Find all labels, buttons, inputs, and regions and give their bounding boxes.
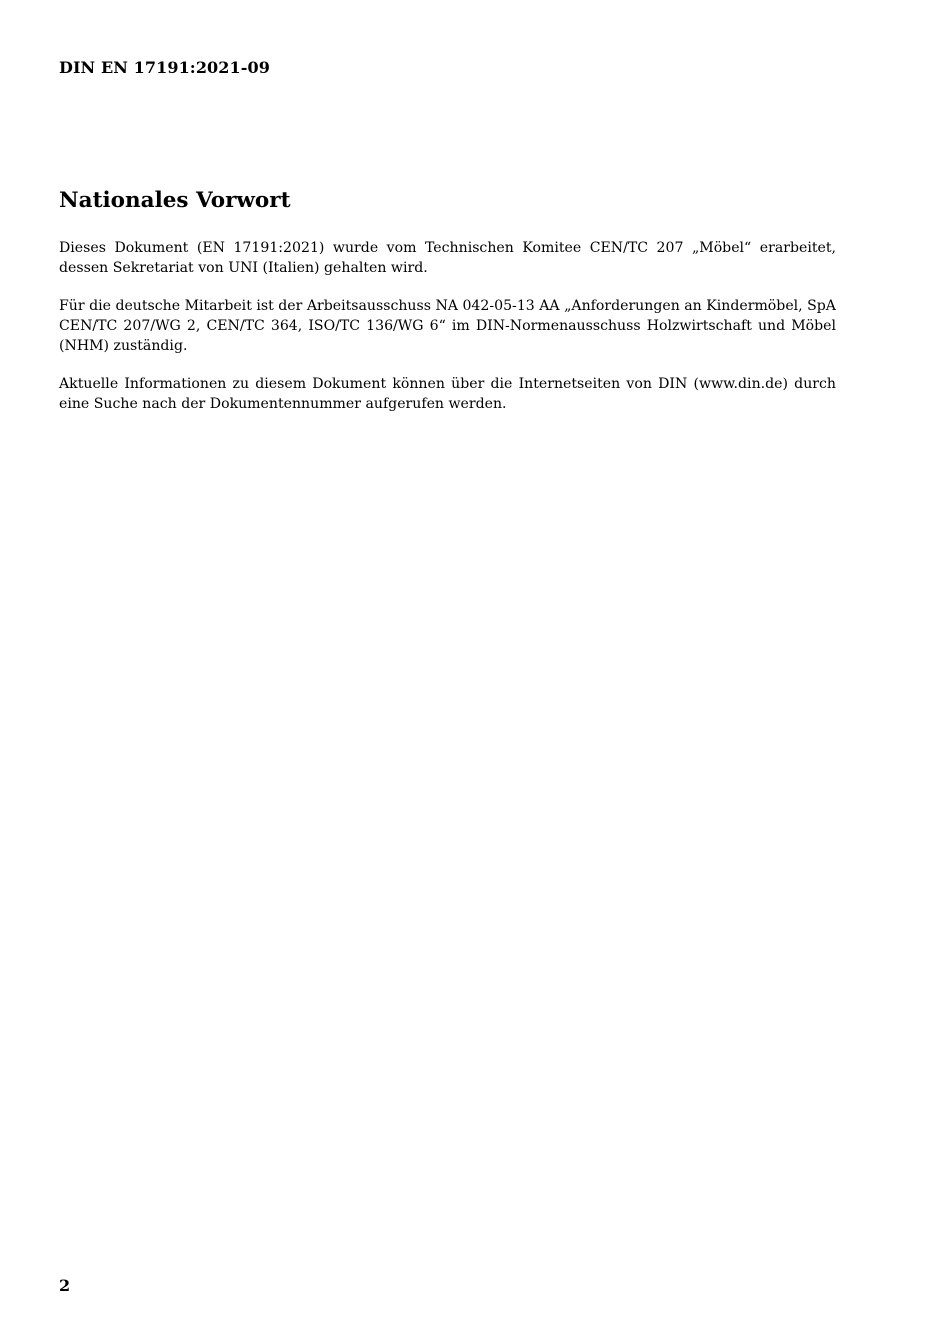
section-body bbox=[59, 238, 836, 432]
paragraph-committee: Dieses Dokument (EN 17191:2021) wurde vom Technischen Komitee CEN/TC 207 „Möbel“ erarbeitet, dessen Sekretariat von UNI (Italien) gehalten wird. bbox=[59, 240, 836, 276]
paragraph-current-information: Aktuelle Informationen zu diesem Dokument können über die Internetseiten von DIN (www.din.de) durch eine Suche nach der Dokumentennummer aufgerufen werden. bbox=[59, 376, 836, 412]
section-title: Nationales Vorwort bbox=[59, 188, 291, 213]
paragraph-german-participation: Für die deutsche Mitarbeit ist der Arbeitsausschuss NA 042-05-13 AA „Anforderungen an Kindermöbel, SpA CEN/TC 207/WG 2, CEN/TC 364, ISO/TC 136/WG 6“ im DIN-Normenausschuss Holzwirtschaft und Möbel (NHM) zuständig. bbox=[59, 298, 836, 354]
page-number: 2 bbox=[59, 1276, 71, 1295]
document-id-header: DIN EN 17191:2021-09 bbox=[59, 58, 270, 77]
